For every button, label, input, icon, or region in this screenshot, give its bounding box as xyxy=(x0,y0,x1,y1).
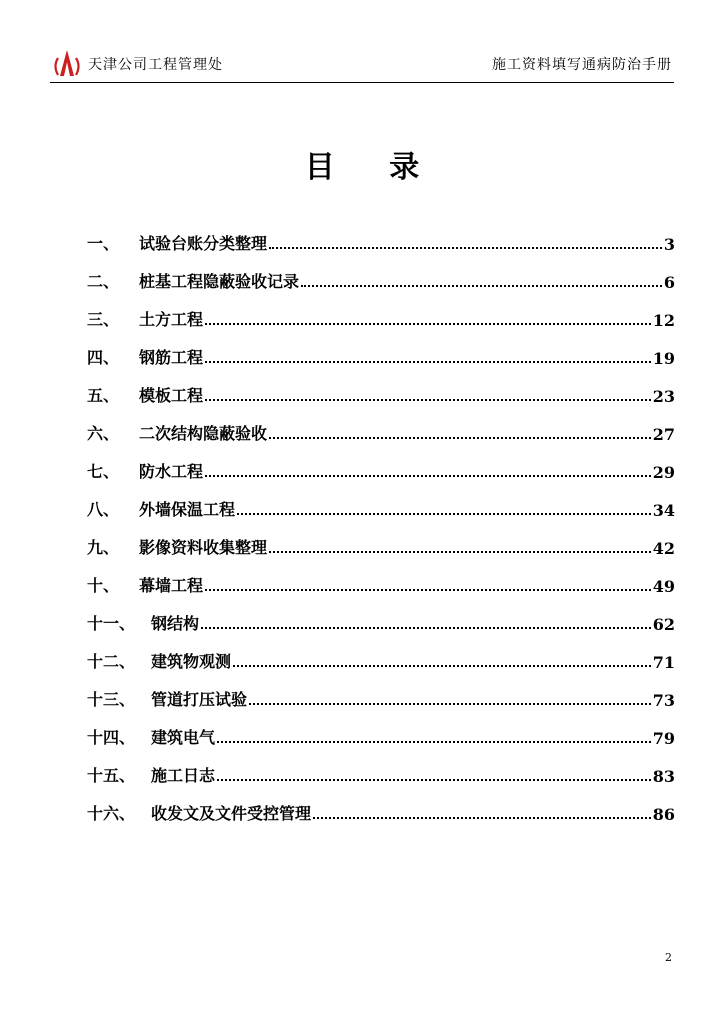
toc-entry-label: 建筑物观测 xyxy=(151,652,232,671)
toc-entry[interactable] xyxy=(87,710,675,748)
toc-entry-page: 49 xyxy=(652,577,675,596)
toc-dot-leader xyxy=(217,778,651,781)
page-title xyxy=(0,142,724,186)
toc-dot-leader xyxy=(301,284,662,287)
toc-entry[interactable] xyxy=(87,368,675,406)
toc-entry-page: 29 xyxy=(652,463,675,482)
toc-entry[interactable] xyxy=(87,786,675,824)
toc-entry-label: 桩基工程隐蔽验收记录 xyxy=(139,272,300,291)
toc-dot-leader xyxy=(269,550,651,553)
toc-entry[interactable] xyxy=(87,520,675,558)
toc-entry-number: 二、 xyxy=(87,272,120,291)
toc-entry-label: 收发文及文件受控管理 xyxy=(151,804,312,823)
toc-entry-label: 试验台账分类整理 xyxy=(139,234,268,253)
toc-entry-number: 九、 xyxy=(87,538,120,557)
toc-entry-label: 防水工程 xyxy=(139,462,204,481)
toc-entry-label: 模板工程 xyxy=(139,386,204,405)
toc-entry-page: 34 xyxy=(652,501,675,520)
table-of-contents xyxy=(87,216,675,824)
toc-entry-page: 62 xyxy=(652,615,675,634)
toc-entry[interactable] xyxy=(87,444,675,482)
toc-entry-number: 五、 xyxy=(87,386,120,405)
toc-dot-leader xyxy=(237,512,651,515)
toc-entry[interactable] xyxy=(87,748,675,786)
toc-entry[interactable] xyxy=(87,292,675,330)
toc-entry-number: 十四、 xyxy=(87,728,136,747)
toc-dot-leader xyxy=(205,322,651,325)
toc-entry-number: 十六、 xyxy=(87,804,136,823)
toc-entry-page: 83 xyxy=(652,767,675,786)
toc-entry-page: 79 xyxy=(652,729,675,748)
toc-entry[interactable] xyxy=(87,672,675,710)
toc-entry-number: 三、 xyxy=(87,310,120,329)
toc-dot-leader xyxy=(205,360,651,363)
title-char-1: 目 xyxy=(304,150,335,185)
manual-title: 施工资料填写通病防治手册 xyxy=(492,57,672,73)
toc-dot-leader xyxy=(217,740,651,743)
toc-entry-page: 71 xyxy=(652,653,675,672)
toc-entry-number: 十五、 xyxy=(87,766,136,785)
toc-entry-label: 施工日志 xyxy=(151,766,216,785)
toc-entry-label: 二次结构隐蔽验收 xyxy=(139,424,268,443)
toc-dot-leader xyxy=(249,702,651,705)
toc-entry-page: 23 xyxy=(652,387,675,406)
toc-entry-number: 七、 xyxy=(87,462,120,481)
toc-entry-page: 12 xyxy=(652,311,675,330)
toc-entry[interactable] xyxy=(87,216,675,254)
toc-entry[interactable] xyxy=(87,482,675,520)
toc-entry[interactable] xyxy=(87,406,675,444)
toc-dot-leader xyxy=(205,398,651,401)
toc-entry-label: 外墙保温工程 xyxy=(139,500,236,519)
page-number: 2 xyxy=(665,951,672,964)
company-name: 天津公司工程管理处 xyxy=(88,57,223,73)
toc-entry-number: 八、 xyxy=(87,500,120,519)
toc-entry-page: 6 xyxy=(663,273,675,292)
toc-entry-page: 27 xyxy=(652,425,675,444)
toc-entry-number: 四、 xyxy=(87,348,120,367)
toc-entry-number: 一、 xyxy=(87,234,120,253)
toc-dot-leader xyxy=(201,626,651,629)
toc-entry-number: 十一、 xyxy=(87,614,136,633)
header-divider xyxy=(50,82,674,83)
toc-dot-leader xyxy=(313,816,651,819)
toc-entry-page: 3 xyxy=(663,235,675,254)
toc-entry-label: 建筑电气 xyxy=(151,728,216,747)
toc-entry[interactable] xyxy=(87,558,675,596)
toc-entry[interactable] xyxy=(87,596,675,634)
toc-entry-label: 钢结构 xyxy=(151,614,200,633)
page-header xyxy=(50,48,674,82)
toc-dot-leader xyxy=(269,436,651,439)
toc-entry-label: 钢筋工程 xyxy=(139,348,204,367)
toc-dot-leader xyxy=(205,474,651,477)
toc-entry-page: 73 xyxy=(652,691,675,710)
toc-entry-label: 土方工程 xyxy=(139,310,204,329)
toc-entry[interactable] xyxy=(87,254,675,292)
toc-dot-leader xyxy=(205,588,651,591)
toc-entry-page: 19 xyxy=(652,349,675,368)
toc-entry-number: 十二、 xyxy=(87,652,136,671)
toc-entry-number: 十、 xyxy=(87,576,120,595)
toc-dot-leader xyxy=(233,664,651,667)
toc-entry-label: 管道打压试验 xyxy=(151,690,248,709)
toc-entry[interactable] xyxy=(87,634,675,672)
toc-dot-leader xyxy=(269,246,662,249)
toc-entry-label: 影像资料收集整理 xyxy=(139,538,268,557)
toc-entry-page: 42 xyxy=(652,539,675,558)
toc-entry[interactable] xyxy=(87,330,675,368)
company-logo-icon xyxy=(52,48,82,78)
toc-entry-label: 幕墙工程 xyxy=(139,576,204,595)
toc-entry-number: 六、 xyxy=(87,424,120,443)
toc-entry-page: 86 xyxy=(652,805,675,824)
title-char-2: 录 xyxy=(389,150,420,185)
toc-entry-number: 十三、 xyxy=(87,690,136,709)
